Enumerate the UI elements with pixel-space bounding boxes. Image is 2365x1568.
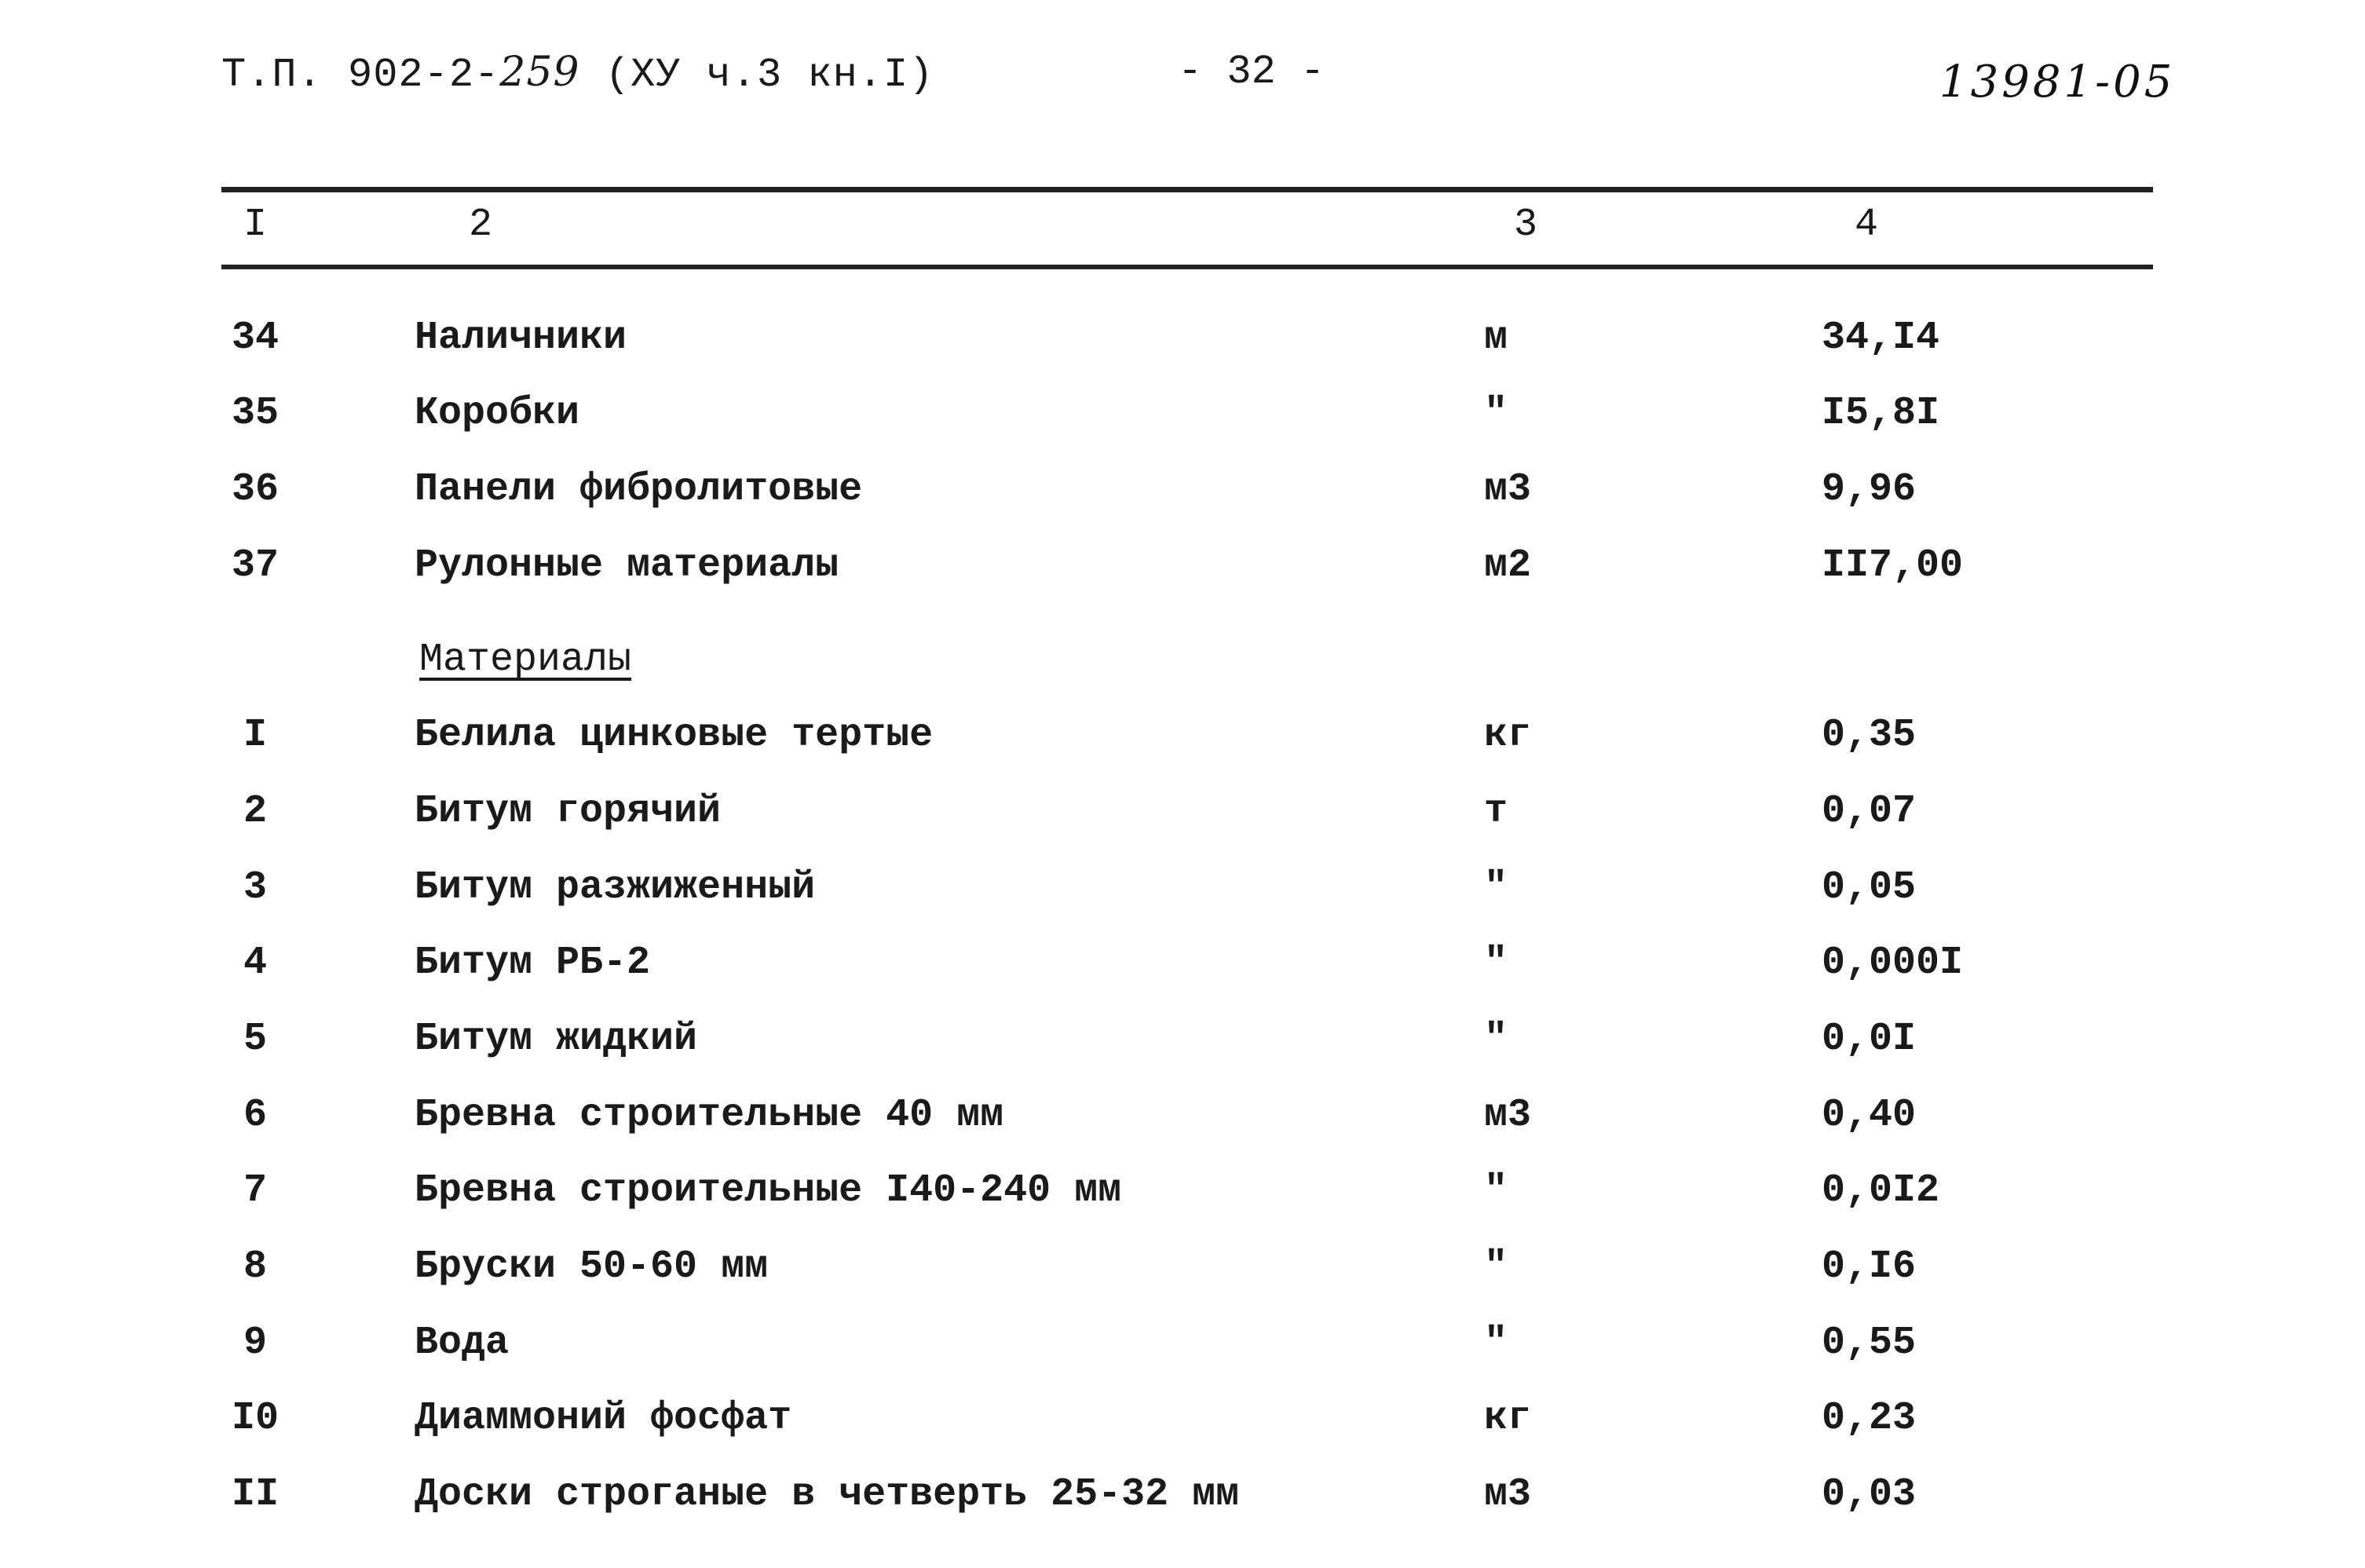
row-unit: м2 (1484, 543, 1532, 588)
row-unit: м3 (1484, 1472, 1532, 1517)
row-number: 7 (243, 1168, 267, 1213)
row-name: Диаммоний фосфат (415, 1396, 792, 1441)
row-value: 9,96 (1822, 467, 1917, 512)
row-value: 0,55 (1822, 1321, 1917, 1365)
table-row (0, 1245, 2365, 1299)
page-number: - 32 - (1178, 49, 1325, 95)
row-unit: кг (1484, 1396, 1532, 1441)
row-value: 0,0I2 (1822, 1168, 1940, 1213)
row-value: I5,8I (1822, 391, 1940, 436)
row-value: 0,35 (1822, 713, 1917, 758)
table-row (0, 391, 2365, 446)
row-value: 0,40 (1822, 1093, 1917, 1138)
table-row (0, 713, 2365, 768)
row-name: Бруски 50-60 мм (415, 1245, 769, 1289)
row-unit: " (1484, 1017, 1508, 1062)
row-number: 4 (243, 941, 267, 985)
table-row (0, 789, 2365, 844)
row-name: Битум жидкий (415, 1017, 698, 1062)
document-designation (221, 49, 934, 98)
row-value: 0,I6 (1822, 1245, 1917, 1289)
column-header-3: 3 (1514, 203, 1538, 247)
row-value: 0,0I (1822, 1017, 1917, 1062)
row-unit: " (1484, 391, 1508, 436)
table-row (0, 1472, 2365, 1527)
row-name: Битум РБ-2 (415, 941, 651, 985)
doc-suffix: (ХУ ч.3 кн.I) (579, 52, 934, 98)
row-name: Битум горячий (415, 789, 722, 834)
column-header-1: I (243, 203, 268, 247)
row-unit: м3 (1484, 1093, 1532, 1138)
doc-prefix: Т.П. 902-2- (221, 52, 500, 98)
row-unit: кг (1484, 713, 1532, 758)
row-name: Доски строганые в четверть 25-32 мм (415, 1472, 1240, 1517)
row-value: 0,05 (1822, 865, 1917, 910)
row-name: Белила цинковые тертые (415, 713, 934, 758)
table-row (0, 941, 2365, 996)
table-row (0, 316, 2365, 371)
row-name: Бревна строительные I40-240 мм (415, 1168, 1122, 1213)
row-number: 5 (243, 1017, 267, 1062)
row-number: 6 (243, 1093, 267, 1138)
table-row (0, 1396, 2365, 1451)
table-row (0, 1093, 2365, 1148)
row-number: I0 (231, 1396, 279, 1441)
row-unit: " (1484, 1245, 1508, 1289)
row-number: 37 (231, 543, 279, 588)
row-number: 36 (231, 467, 279, 512)
row-name: Бревна строительные 40 мм (415, 1093, 1004, 1138)
section-title-materials: Материалы (419, 638, 632, 682)
row-value: 34,I4 (1822, 316, 1940, 360)
row-number: I (243, 713, 267, 758)
row-name: Рулонные материалы (415, 543, 839, 588)
row-number: 9 (243, 1321, 267, 1365)
row-unit: " (1484, 1321, 1508, 1365)
row-unit: " (1484, 941, 1508, 985)
row-name: Коробки (415, 391, 580, 436)
row-number: 35 (231, 391, 279, 436)
row-name: Панели фибролитовые (415, 467, 863, 512)
row-value: 0,23 (1822, 1396, 1917, 1441)
table-row (0, 1168, 2365, 1223)
row-name: Битум разжиженный (415, 865, 816, 910)
row-number: 8 (243, 1245, 267, 1289)
row-number: 3 (243, 865, 267, 910)
column-header-4: 4 (1855, 203, 1879, 247)
inventory-number-handwritten: 13981-05 (1939, 57, 2176, 108)
row-name: Наличники (415, 316, 627, 360)
row-unit: т (1484, 789, 1508, 834)
row-number: 34 (231, 316, 279, 360)
row-unit: " (1484, 1168, 1508, 1213)
row-unit: м3 (1484, 467, 1532, 512)
doc-number-handwritten: 259 (499, 49, 580, 96)
table-top-rule (221, 187, 2153, 192)
page-header (0, 49, 2365, 111)
row-name: Вода (415, 1321, 510, 1365)
row-value: 0,03 (1822, 1472, 1917, 1517)
table-row (0, 467, 2365, 522)
table-row (0, 1017, 2365, 1072)
row-value: 0,000I (1822, 941, 1964, 985)
row-value: II7,00 (1822, 543, 1964, 588)
row-value: 0,07 (1822, 789, 1917, 834)
row-number: II (231, 1472, 279, 1517)
table-row (0, 543, 2365, 598)
row-unit: м (1484, 316, 1508, 360)
row-number: 2 (243, 789, 267, 834)
table-row (0, 865, 2365, 920)
column-header-2: 2 (469, 203, 493, 247)
table-row (0, 1321, 2365, 1376)
table-header-rule (221, 265, 2153, 269)
row-unit: " (1484, 865, 1508, 910)
